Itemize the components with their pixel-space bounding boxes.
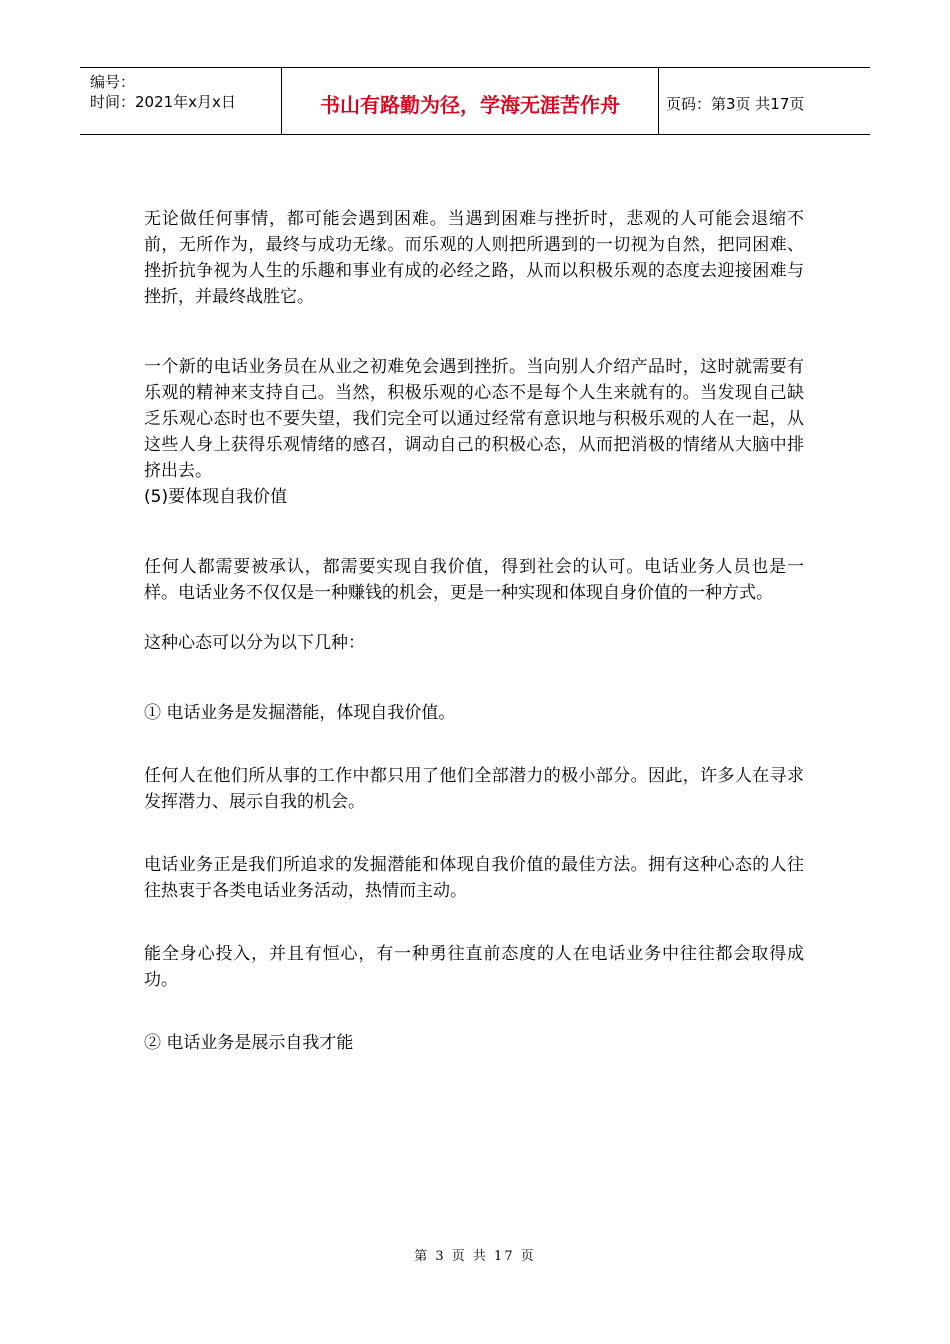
- document-body: [144, 206, 804, 1056]
- header-motto: 书山有路勤为径，学海无涯苦作舟: [282, 68, 659, 134]
- list-item-2: ② 电话业务是展示自我才能: [144, 1033, 354, 1053]
- header-meta-cell: [80, 68, 282, 134]
- paragraph-best-method: 电话业务正是我们所追求的发掘潜能和体现自我价值的最佳方法。拥有这种心态的人往往热衷于各类电话业务活动，热情而主动。: [144, 855, 804, 901]
- date-label: 时间：2021年x月x日: [90, 93, 236, 111]
- section-heading: (5)要体现自我价值: [144, 487, 288, 507]
- header-table: [80, 67, 870, 135]
- paragraph-new-agent: 一个新的电话业务员在从业之初难免会遇到挫折。当向别人介绍产品时，这时就需要有乐观的精神来支持自己。当然，积极乐观的心态不是每个人生来就有的。当发现自己缺乏乐观心态时也不要失望，我们完全可以通过经常有意识地与积极乐观的人在一起，从这些人身上获得乐观情绪的感召，调动自己的积极心态，从而把消极的情绪从大脑中排挤出去。: [144, 357, 804, 481]
- paragraph-commitment: 能全身心投入，并且有恒心，有一种勇往直前态度的人在电话业务中往往都会取得成功。: [144, 944, 804, 990]
- paragraph-potential: 任何人在他们所从事的工作中都只用了他们全部潜力的极小部分。因此，许多人在寻求发挥潜力、展示自我的机会。: [144, 766, 804, 812]
- header-page-info: 页码：第3页 共17页: [666, 94, 805, 113]
- paragraph-optimism: 无论做任何事情，都可能会遇到困难。当遇到困难与挫折时，悲观的人可能会退缩不前，无所作为，最终与成功无缘。而乐观的人则把所遇到的一切视为自然，把同困难、挫折抗争视为人生的乐趣和事业有成的必经之路，从而以积极乐观的态度去迎接困难与挫折，并最终战胜它。: [144, 209, 804, 307]
- serial-label: 编号：: [90, 73, 136, 91]
- paragraph-self-value: 任何人都需要被承认，都需要实现自我价值，得到社会的认可。电话业务人员也是一样。电话业务不仅仅是一种赚钱的机会，更是一种实现和体现自身价值的一种方式。: [144, 557, 804, 603]
- paragraph-types-intro: 这种心态可以分为以下几种：: [144, 633, 365, 653]
- page-footer: 第 3 页 共 17 页: [414, 1249, 536, 1264]
- list-item-1: ① 电话业务是发掘潜能，体现自我价值。: [144, 703, 456, 723]
